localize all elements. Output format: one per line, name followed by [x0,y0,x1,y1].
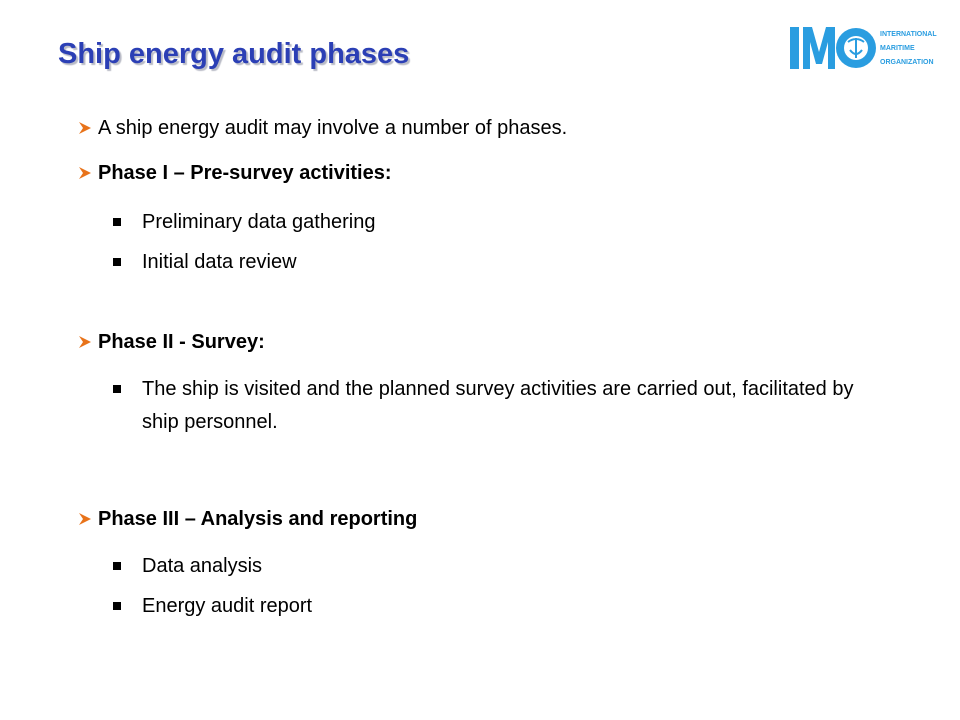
logo-line-3: ORGANIZATION [880,59,934,66]
sub-bullet [112,550,892,583]
arrow-bullet-icon [78,331,98,349]
sub-bullet-text: Data analysis [142,555,263,577]
sub-bullet-text: The ship is visited and the planned survey activities are carried out, facilitated by ship personnel. [142,378,854,433]
sub-bullet-text: Preliminary data gathering [142,211,376,233]
bullet-text: Phase III – Analysis and reporting [98,508,418,530]
square-bullet-icon [112,590,142,610]
arrow-bullet-icon [78,162,98,180]
bullet-phase1-heading [78,162,918,185]
arrow-bullet-icon [78,117,98,135]
bullet-text: A ship energy audit may involve a number of phases. [98,117,568,139]
square-bullet-icon [112,246,142,266]
sub-bullet [112,246,892,279]
square-bullet-icon [112,206,142,226]
bullet-text: Phase II - Survey: [98,331,265,353]
arrow-bullet-icon [78,508,98,526]
sub-bullet-text: Energy audit report [142,595,313,617]
bullet-text: Phase I – Pre-survey activities: [98,162,392,184]
logo-line-1: INTERNATIONAL [880,31,937,38]
slide-title: Ship energy audit phases [58,38,410,70]
imo-logo [790,22,940,79]
bullet-intro [78,117,918,140]
sub-bullet [112,373,892,439]
sub-bullet [112,206,892,239]
square-bullet-icon [112,373,142,393]
bullet-phase2-heading [78,331,918,354]
logo-mark [790,27,876,69]
square-bullet-icon [112,550,142,570]
sub-bullet-text: Initial data review [142,251,297,273]
bullet-phase3-heading [78,508,918,531]
logo-line-2: MARITIME [880,45,915,52]
sub-bullet [112,590,892,623]
